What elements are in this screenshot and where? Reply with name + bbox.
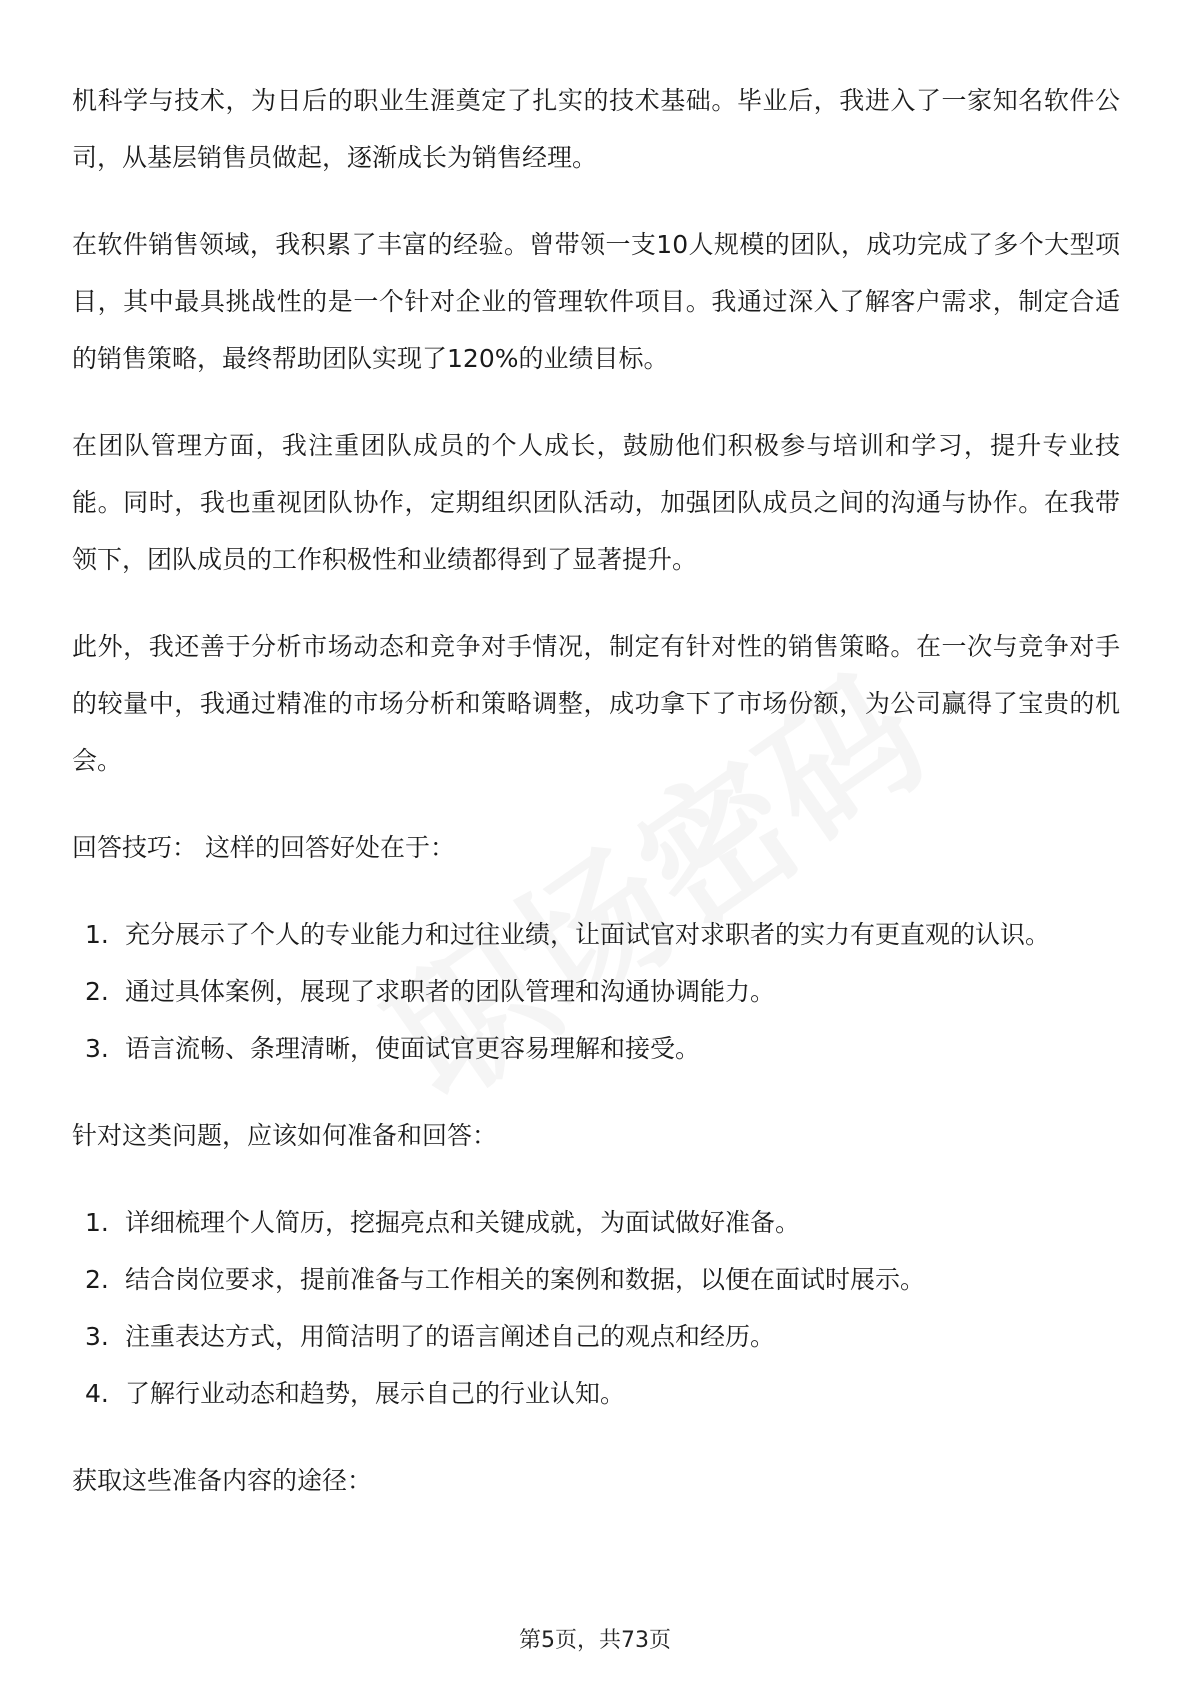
list-item <box>72 1194 1120 1251</box>
prepare-list <box>72 1194 1120 1422</box>
list-item-text: 语言流畅、条理清晰，使面试官更容易理解和接受。 <box>125 1034 701 1063</box>
list-item-text: 了解行业动态和趋势，展示自己的行业认知。 <box>125 1379 626 1408</box>
list-item <box>72 1251 1120 1308</box>
tips-heading: 回答技巧： 这样的回答好处在于： <box>72 833 455 862</box>
document-body <box>72 72 1120 1539</box>
list-item-text: 结合岗位要求，提前准备与工作相关的案例和数据，以便在面试时展示。 <box>125 1265 926 1294</box>
list-number: 2. <box>85 1265 109 1294</box>
list-item <box>72 1020 1120 1077</box>
list-item-text: 充分展示了个人的专业能力和过往业绩，让面试官对求职者的实力有更直观的认识。 <box>125 920 1051 949</box>
prepare-heading: 针对这类问题，应该如何准备和回答： <box>72 1121 498 1150</box>
list-item-text: 通过具体案例，展现了求职者的团队管理和沟通协调能力。 <box>125 977 776 1006</box>
list-item <box>72 1308 1120 1365</box>
list-number: 3. <box>85 1034 109 1063</box>
list-item-text: 详细梳理个人简历，挖掘亮点和关键成就，为面试做好准备。 <box>125 1208 801 1237</box>
paragraph-education: 机科学与技术，为日后的职业生涯奠定了扎实的技术基础。毕业后，我进入了一家知名软件公司，从基层销售员做起，逐渐成长为销售经理。 <box>72 86 1120 172</box>
list-number: 3. <box>85 1322 109 1351</box>
list-number: 2. <box>85 977 109 1006</box>
paragraph-market-analysis: 此外，我还善于分析市场动态和竞争对手情况，制定有针对性的销售策略。在一次与竞争对手的较量中，我通过精准的市场分析和策略调整，成功拿下了市场份额，为公司赢得了宝贵的机会。 <box>72 632 1120 775</box>
page-footer: 第5页，共73页 <box>519 1628 671 1653</box>
list-number: 4. <box>85 1379 109 1408</box>
tips-list <box>72 906 1120 1077</box>
list-item <box>72 963 1120 1020</box>
list-number: 1. <box>85 1208 109 1237</box>
list-number: 1. <box>85 920 109 949</box>
list-item <box>72 1365 1120 1422</box>
list-item-text: 注重表达方式，用简洁明了的语言阐述自己的观点和经历。 <box>125 1322 776 1351</box>
paragraph-sales-experience: 在软件销售领域，我积累了丰富的经验。曾带领一支10人规模的团队，成功完成了多个大型项目，其中最具挑战性的是一个针对企业的管理软件项目。我通过深入了解客户需求，制定合适的销售策略，最终帮助团队实现了120%的业绩目标。 <box>72 230 1120 373</box>
sources-heading: 获取这些准备内容的途径： <box>72 1466 373 1495</box>
list-item <box>72 906 1120 963</box>
paragraph-team-management: 在团队管理方面，我注重团队成员的个人成长，鼓励他们积极参与培训和学习，提升专业技能。同时，我也重视团队协作，定期组织团队活动，加强团队成员之间的沟通与协作。在我带领下，团队成员的工作积极性和业绩都得到了显著提升。 <box>72 431 1120 574</box>
